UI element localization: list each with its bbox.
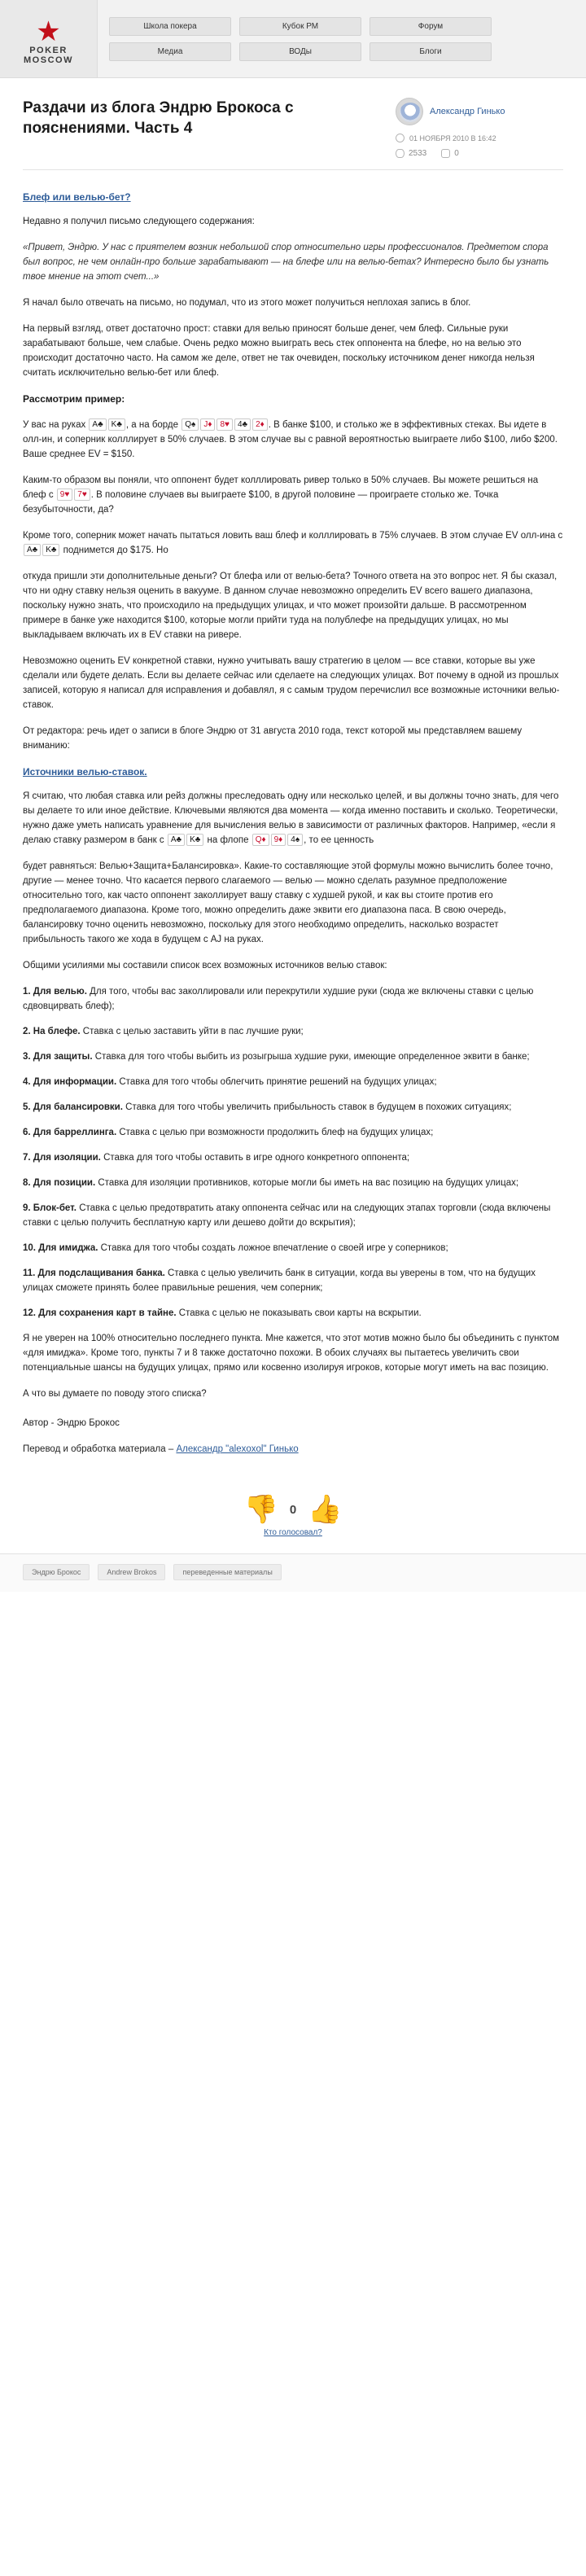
card-9h: 9♥ (57, 488, 73, 501)
list-item-title: 5. Для балансировки. (23, 1102, 123, 1112)
p4-part-b: , а на борде (125, 420, 179, 430)
quote-letter: «Привет, Эндрю. У нас с приятелем возник небольшой спор относительно игры профессионалов. Предметом спора был вопрос, не чем онлайн-про больше зарабатывают — на блефе или на велью-бетах? Интересно было бы узнать твое мнение на этот счет...» (23, 243, 549, 282)
author-link[interactable]: Александр Гинько (430, 107, 505, 116)
list-item-title: 12. Для сохранения карт в тайне. (23, 1308, 177, 1318)
paragraph-8: Невозможно оценить EV конкретной ставки, нужно учитывать вашу стратегию в целом — все ставки, которые вы уже сделали или будете делать. Если вы делаете сейчас или сделаете на следующих улицах. Вот почему в одной из прошлых записей, которую я написал для исправления и добавлял, я с самым трудом перечислил все возможные источники велью-ставок. (23, 656, 560, 710)
list-item (23, 1266, 563, 1295)
card-8h: 8♥ (216, 418, 233, 431)
list-item (23, 1150, 563, 1165)
p10-part-a: Я считаю, что любая ставка или рейз должны преследовать одну или несколько целей, и вы должны точно знать, для чего вы делаете то или иное действие. Ключевыми являются два момента — когда именно поставить и сколько. Теоретически, нужно даже уметь написать уравнение для вычисления велью в зависимости от различных факторов. Например, «если я делаю ставку размером в банк с (23, 791, 559, 845)
card-kc-2: K♣ (42, 544, 59, 556)
paragraph-12: Общими усилиями мы составили список всех возможных источников велью ставок: (23, 961, 387, 970)
topic-link[interactable]: Блеф или велью-бет? (23, 191, 131, 203)
card-ac-3: A♣ (168, 834, 185, 846)
list-item (23, 1024, 563, 1039)
list-item-title: 9. Блок-бет. (23, 1203, 77, 1213)
list-item-text: Ставка с целью предотвратить атаку оппонента сейчас или на следующих этапах торговли (сюда включены ставки с целью получить бесплатную карту или дешево дойти до вскрытия); (23, 1203, 551, 1228)
nav-item-cup[interactable]: Кубок РМ (239, 17, 361, 36)
card-ac: A♣ (89, 418, 106, 431)
card-4s: 4♠ (287, 834, 303, 846)
p4-part-a: У вас на руках (23, 420, 86, 430)
nav-item-poker-school[interactable]: Школа покера (109, 17, 231, 36)
list-item-title: 8. Для позиции. (23, 1178, 96, 1188)
tag-item[interactable]: переведенные материалы (173, 1564, 281, 1580)
signature-block (23, 1416, 563, 1457)
tag-list (0, 1553, 586, 1592)
tag-item[interactable]: Andrew Brokos (98, 1564, 165, 1580)
header-divider (23, 169, 563, 170)
list-item-text: Ставка с целью не показывать свои карты на вскрытии. (178, 1308, 422, 1318)
logo-sub: MOSCOW (24, 55, 73, 65)
paragraph-9: От редактора: речь идет о записи в блоге Эндрю от 31 августа 2010 года, текст которой мы представляем вашему вниманию: (23, 726, 523, 751)
card-7h: 7♥ (74, 488, 90, 501)
list-item (23, 984, 563, 1014)
list-item (23, 1176, 563, 1190)
translator-prefix: Перевод и обработка материала – (23, 1444, 177, 1454)
signature-author: Автор - Эндрю Брокос (23, 1418, 120, 1428)
p10-part-b: на флопе (207, 835, 249, 845)
vote-widget (0, 1476, 586, 1553)
p5-part-a: Каким-то образом вы поняли, что оппонент будет колллировать ривер только в 50% случаев. Вы можете решиться на блеф с (23, 475, 539, 500)
comment-icon (441, 149, 450, 158)
paragraph-1: Недавно я получил письмо следующего содержания: (23, 217, 255, 226)
paragraph-3: На первый взгляд, ответ достаточно прост: ставки для велью приносят больше денег, чем блеф. Сильные руки зарабатывают больше, чем слабые. Очень редко можно выиграть весь стек оппонента на блефе, но на велью это происходит достаточно часто. На самом же деле, ответ не так очевиден, поскольку источником денег никогда нельзя считать исключительно велью-бет или блеф. (23, 324, 535, 378)
card-qs: Q♠ (181, 418, 199, 431)
paragraph-14: А что вы думаете по поводу этого списка? (23, 1389, 207, 1399)
comments-count: 0 (454, 149, 459, 158)
p4-part-c: . В банке $100, и столько же в эффективных стеках. Вы идете в олл-ин, и соперник колллирует в 50% случаев. В этом случае вы с равной вероятностью выиграете либо $100, либо $200. Ваше среднее EV = $150. (23, 420, 558, 459)
list-item (23, 1075, 563, 1089)
sources-list (23, 984, 563, 1321)
list-item-title: 4. Для информации. (23, 1077, 117, 1087)
star-icon: ★ (36, 15, 61, 47)
article-body (0, 190, 586, 1476)
nav-item-media[interactable]: Медиа (109, 42, 231, 61)
card-2d: 2♦ (252, 418, 268, 431)
card-qd: Q♦ (252, 834, 269, 846)
list-item (23, 1049, 563, 1064)
p10-part-c: , то ее ценность (304, 835, 374, 845)
vote-count: 0 (289, 1502, 297, 1517)
list-item-title: 6. Для барреллинга. (23, 1128, 117, 1137)
nav-row-1 (109, 17, 575, 36)
list-item-text: Ставка для того чтобы выбить из розыгрыша худшие руки, имеющие определенное эквити в банке; (94, 1052, 530, 1062)
signature-translator (23, 1442, 563, 1457)
list-item-text: Ставка с целью увеличить банк в ситуации, когда вы уверены в том, что на будущих улицах сможете принять более правильные решения, чем соперник; (23, 1268, 536, 1293)
stats-row (396, 149, 563, 158)
card-9d: 9♦ (271, 834, 286, 846)
article-header (0, 78, 586, 190)
nav-item-forum[interactable]: Форум (370, 17, 492, 36)
who-voted-link[interactable]: Кто голосовал? (264, 1528, 322, 1537)
nav-row-2 (109, 42, 575, 61)
publish-date-text: 01 НОЯБРЯ 2010 В 16:42 (409, 134, 496, 142)
card-kc-3: K♣ (186, 834, 203, 846)
paragraph-13: Я не уверен на 100% относительно последнего пункта. Мне кажется, что этот мотив можно было бы объединить с пунктом «для имиджа». Кроме того, пункты 7 и 8 также достаточно похожи. В обоих случаях вы пытаетесь увеличить свои потенциальные шансы на будущих улицах, прямо или косвенно изолируя игроков, которые могут иметь на вас позицию. (23, 1334, 560, 1373)
article-meta (396, 96, 563, 158)
subheading-example: Рассмотрим пример: (23, 393, 125, 405)
list-item-text: Ставка для того чтобы создать ложное впечатление о своей игре у соперников; (100, 1243, 448, 1253)
translator-link[interactable]: Александр "alexoxol" Гинько (176, 1444, 299, 1454)
list-item-title: 1. Для велью. (23, 987, 87, 997)
views-stat (396, 149, 426, 158)
list-item-text: Ставка для изоляции противников, которые могли бы иметь на вас позицию на будущих улицах; (98, 1178, 519, 1188)
list-item-title: 2. На блефе. (23, 1027, 81, 1036)
p5-part-b: . В половине случаев вы выиграете $100, в другой половине — проиграете столько же. Точка безубыточности, да? (23, 490, 499, 515)
p6-part-b: поднимется до $175. Но (63, 545, 168, 555)
logo-main: POKER (29, 45, 68, 55)
comments-stat[interactable] (441, 149, 459, 158)
thumbs-up-icon[interactable]: 👍 (308, 1494, 343, 1525)
site-header (0, 0, 586, 78)
card-kc: K♣ (108, 418, 125, 431)
list-item (23, 1201, 563, 1230)
list-item-title: 7. Для изоляции. (23, 1153, 101, 1163)
list-item (23, 1306, 563, 1321)
thumbs-down-icon[interactable]: 👎 (243, 1494, 278, 1525)
avatar (396, 98, 423, 125)
list-item (23, 1125, 563, 1140)
p6-part-a: Кроме того, соперник может начать пытаться ловить ваш блеф и колллировать в 75% случаев. В этом случае EV олл-ина с (23, 531, 563, 541)
list-item-text: Ставка для того чтобы облегчить принятие решений на будущих улицах; (119, 1077, 437, 1087)
list-item (23, 1241, 563, 1255)
nav-item-vods[interactable]: ВОДы (239, 42, 361, 61)
card-ac-2: A♣ (24, 544, 41, 556)
clock-icon (396, 134, 405, 142)
list-item-text: Ставка для того чтобы увеличить прибыльность ставок в будущем в похожих ситуациях; (125, 1102, 512, 1112)
site-logo[interactable] (0, 0, 98, 77)
list-item-title: 3. Для защиты. (23, 1052, 93, 1062)
title-row (23, 96, 563, 158)
list-item-title: 11. Для подслащивания банка. (23, 1268, 165, 1278)
main-nav (98, 0, 586, 77)
list-item-title: 10. Для имиджа. (23, 1243, 98, 1253)
paragraph-11: будет равняться: Велью+Защита+Балансировка». Какие-то составляющие этой формулы можно вычислить более точно, другие — менее точно. Что касается первого слагаемого — велью — можно сделать разумное предположение относительно того, как часто оппонент заколлирует вашу ставку с худшей рукой, и как вы стоите против его предполагаемого диапазона. Кроме того, можно определить даже эквити его диапазона паса. В свою очередь, балансировку точно оценить невозможно, поскольку для этого необходимо определить, насколько возрастет прибыльность такого же хода в будущем с AJ на руках. (23, 861, 553, 944)
paragraph-7: откуда пришли эти дополнительные деньги? От блефа или от велью-бета? Точного ответа на это вопрос нет. Я бы сказал, что ни одну ставку нельзя оценить в вакууме. В данном случае невозможно определить EV всего вашего диапазона, поскольку нужно знать, что происходило на предыдущих улицах, и что может произойти дальше. В рассмотренном примере в банке уже находится $100, которые могли прийти туда на полублефе на предыдущих улицах, но мы выкладываем включать их в EV ставки на ривере. (23, 572, 558, 640)
list-item (23, 1100, 563, 1115)
list-item-text: Ставка с целью заставить уйти в пас лучшие руки; (82, 1027, 304, 1036)
eye-icon (396, 149, 405, 158)
card-jd: J♦ (200, 418, 215, 431)
paragraph-4 (23, 418, 563, 462)
subheading-sources-link[interactable]: Источники велью-ставок. (23, 766, 147, 778)
publish-date (396, 134, 563, 142)
author-row (396, 98, 563, 125)
paragraph-5 (23, 473, 563, 517)
footer-strip (0, 1592, 586, 1600)
list-item-text: Ставка с целью при возможности продолжить блеф на будущих улицах; (119, 1128, 434, 1137)
paragraph-10 (23, 789, 563, 848)
list-item-text: Ставка для того чтобы оставить в игре одного конкретного оппонента; (103, 1153, 410, 1163)
views-count: 2533 (409, 149, 427, 158)
card-4c: 4♣ (234, 418, 251, 431)
nav-item-blogs[interactable]: Блоги (370, 42, 492, 61)
paragraph-6 (23, 528, 563, 558)
paragraph-2: Я начал было отвечать на письмо, но подумал, что из этого может получиться неплохая запись в блог. (23, 298, 471, 308)
list-item-text: Для того, чтобы вас заколлировали или перекрутили худшие руки (сюда же включены ставки с целью сдвовцирвать блеф); (23, 987, 534, 1011)
tag-item[interactable]: Эндрю Брокос (23, 1564, 90, 1580)
page-title: Раздачи из блога Эндрю Брокоса с пояснениями. Часть 4 (23, 99, 294, 137)
vote-buttons (243, 1496, 342, 1523)
